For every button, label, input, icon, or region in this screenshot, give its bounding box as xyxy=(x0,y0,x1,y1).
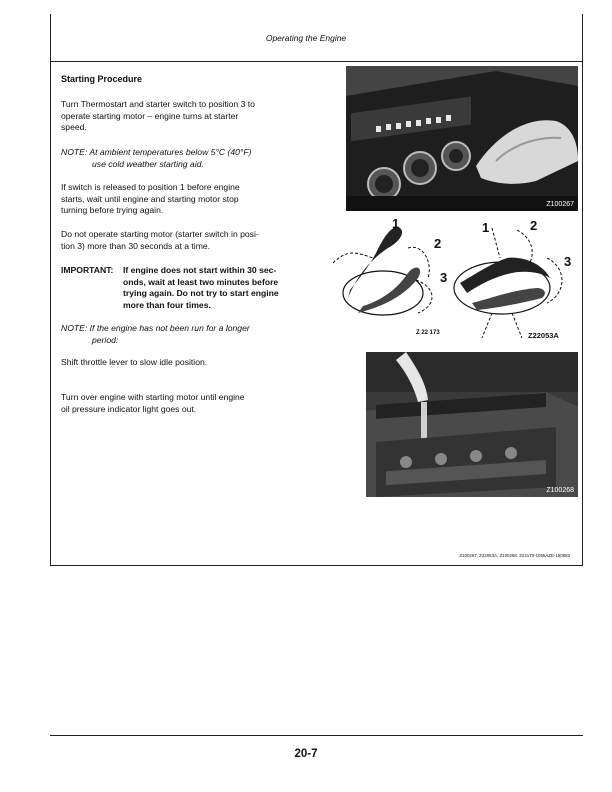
note-long-period: NOTE: If the engine has not been run for a longer period: xyxy=(61,323,250,345)
instrument-panel-illustration xyxy=(346,66,578,211)
right-label-3: 3 xyxy=(564,254,572,269)
paragraph-turn-over: Turn over engine with starting motor until engine oil pressure indicator light goes out. xyxy=(61,392,245,414)
section-title: Operating the Engine xyxy=(265,33,347,43)
throttle-lever-photo xyxy=(346,352,578,497)
paragraph-throttle: Shift throttle lever to slow idle position. xyxy=(61,357,208,367)
left-label-1: 1 xyxy=(392,216,400,231)
page-number: 20-7 xyxy=(294,748,318,760)
right-diagram-code: Z22053A xyxy=(528,331,559,340)
paragraph-switch-released: If switch is released to position 1 before engine starts, wait until engine and starting motor stop turning before trying again. xyxy=(61,182,240,215)
throttle-lever-illustration xyxy=(346,352,578,497)
procedure-heading: Starting Procedure xyxy=(61,74,143,84)
switch-diagram-left xyxy=(328,218,456,343)
photo2-code: Z100268 xyxy=(546,487,574,494)
left-diagram-code: Z 22 173 xyxy=(416,330,440,336)
footer-rule xyxy=(50,735,583,736)
important-warning: IMPORTANT: If engine does not start within 30 sec- onds, wait at least two minutes before trying again. Do not try to start engine more than four times. xyxy=(61,265,279,310)
right-label-1: 1 xyxy=(482,220,490,235)
switch-diagram-right xyxy=(452,218,580,343)
paragraph-switch-position: Turn Thermostart and starter switch to position 3 to operate starting motor – engine turns at starter speed. xyxy=(61,99,255,132)
instrument-panel-photo xyxy=(346,66,578,211)
left-label-2: 2 xyxy=(434,236,442,251)
photo1-code: Z100267 xyxy=(546,201,574,208)
note-cold-weather: NOTE: At ambient temperatures below 5°C (40°F) use cold weather starting aid. xyxy=(61,147,252,169)
figure-credits: Z100267, Z22053A, Z100268, Z22173-1055AZE-150883 xyxy=(459,553,570,558)
left-label-3: 3 xyxy=(440,270,448,285)
right-label-2: 2 xyxy=(530,218,538,233)
switch-key-right-illustration xyxy=(452,218,580,343)
paragraph-30-seconds: Do not operate starting motor (starter switch in posi- tion 3) more than 30 seconds at a time. xyxy=(61,229,259,251)
